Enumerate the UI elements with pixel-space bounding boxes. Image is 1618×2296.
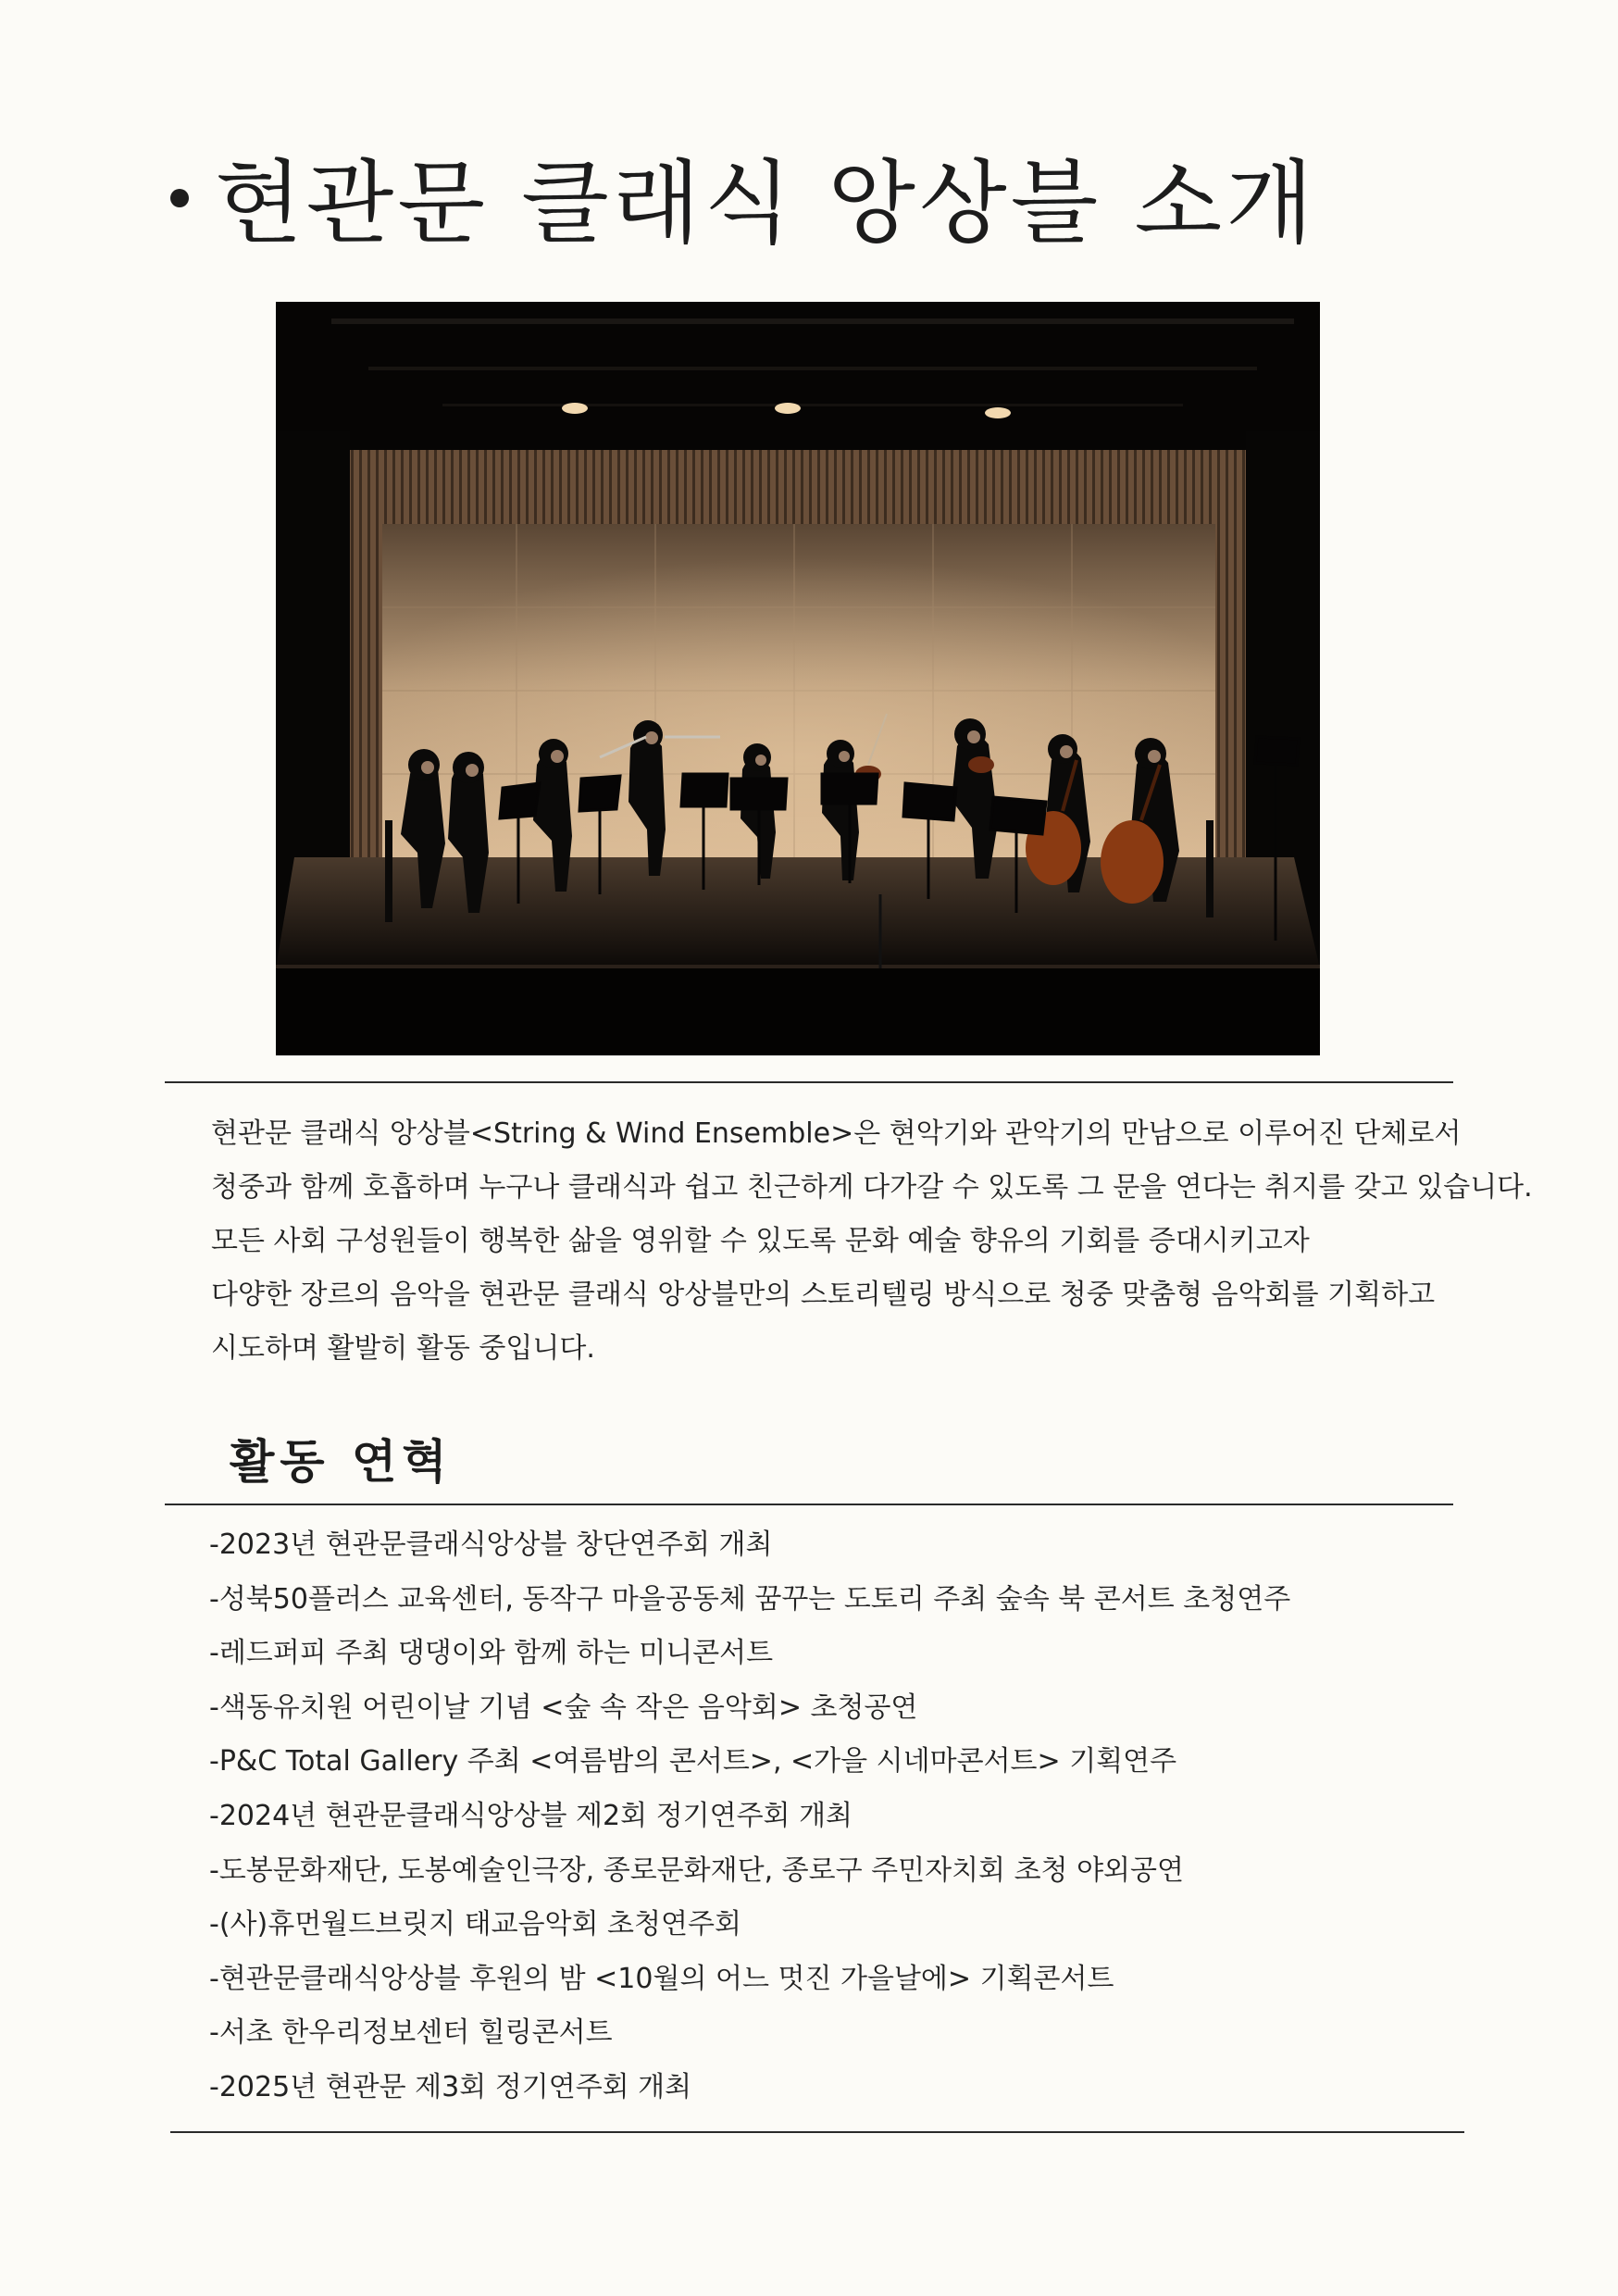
history-item: -2024년 현관문클래식앙상블 제2회 정기연주회 개최	[209, 1799, 853, 1832]
history-item: -레드퍼피 주최 댕댕이와 함께 하는 미니콘서트	[209, 1637, 774, 1670]
title-bullet	[170, 189, 189, 207]
ensemble-concert-photo	[276, 302, 1320, 1055]
intro-line: 현관문 클래식 앙상블<String & Wind Ensemble>은 현악기와 관악기의 만남으로 이루어진 단체로서	[211, 1117, 1462, 1150]
divider-bottom	[170, 2131, 1464, 2133]
history-item: -2023년 현관문클래식앙상블 창단연주회 개최	[209, 1529, 773, 1561]
history-item: -(사)휴먼월드브릿지 태교음악회 초청연주회	[209, 1908, 741, 1941]
history-item: -현관문클래식앙상블 후원의 밤 <10월의 어느 멋진 가을날에> 기획콘서트	[209, 1962, 1114, 1995]
page-title: 현관문 클래식 앙상블 소개	[215, 151, 1317, 256]
divider-history	[165, 1504, 1453, 1505]
divider-top	[165, 1081, 1453, 1083]
history-item: -색동유치원 어린이날 기념 <숲 속 작은 음악회> 초청공연	[209, 1691, 918, 1724]
history-heading: 활동 연혁	[230, 1434, 453, 1489]
intro-line: 다양한 장르의 음악을 현관문 클래식 앙상블만의 스토리텔링 방식으로 청중 맞춤형 음악회를 기획하고	[211, 1279, 1436, 1311]
history-item: -서초 한우리정보센터 힐링콘서트	[209, 2016, 613, 2050]
intro-line: 청중과 함께 호흡하며 누구나 클래식과 쉽고 친근하게 다가갈 수 있도록 그 문을 연다는 취지를 갖고 있습니다.	[211, 1171, 1533, 1204]
history-item: -P&C Total Gallery 주최 <여름밤의 콘서트>, <가을 시네마콘서트> 기획연주	[209, 1745, 1177, 1778]
history-item: -도봉문화재단, 도봉예술인극장, 종로문화재단, 종로구 주민자치회 초청 야외공연	[209, 1853, 1184, 1887]
history-list	[209, 1518, 1290, 2115]
history-item: -성북50플러스 교육센터, 동작구 마을공동체 꿈꾸는 도토리 주최 숲속 북 콘서트 초청연주	[209, 1582, 1291, 1616]
intro-line: 모든 사회 구성원들이 행복한 삶을 영위할 수 있도록 문화 예술 향유의 기회를 증대시키고자	[211, 1225, 1310, 1257]
history-item: -2025년 현관문 제3회 정기연주회 개최	[209, 2070, 692, 2103]
intro-paragraph	[211, 1107, 1533, 1376]
intro-line: 시도하며 활발히 활동 중입니다.	[211, 1332, 595, 1365]
